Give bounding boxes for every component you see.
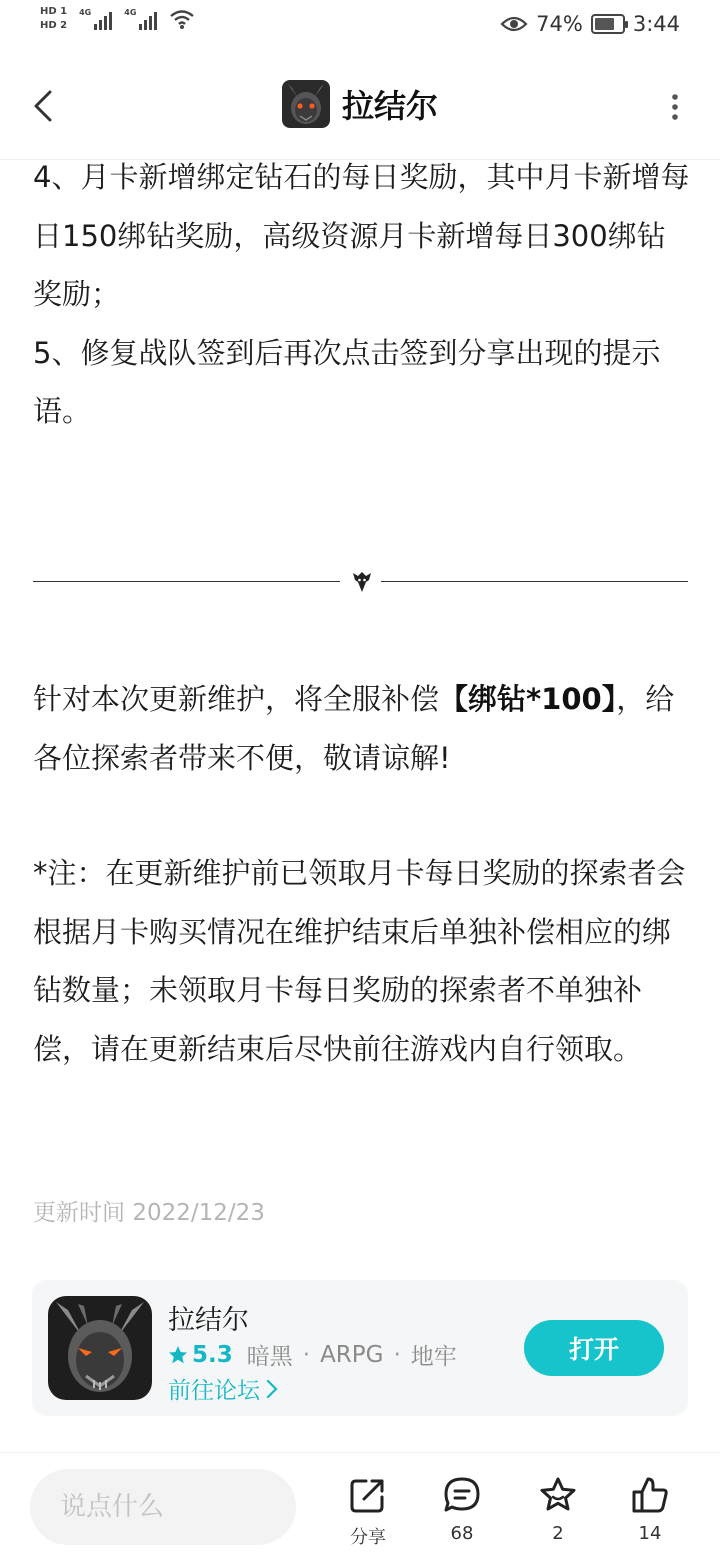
signal-1-icon: 4G	[79, 8, 112, 30]
clock: 3:44	[632, 12, 680, 36]
game-tag: 地牢	[410, 1344, 457, 1370]
game-tag: ARPG	[320, 1341, 384, 1368]
more-options-icon[interactable]	[670, 92, 680, 122]
changelog-item-5: 5、修复战队签到后再次点击签到分享出现的提示语。	[33, 335, 661, 428]
comment-count: 68	[450, 1523, 474, 1544]
game-card-title: 拉结尔	[168, 1305, 249, 1336]
page-title: 拉结尔	[341, 87, 438, 125]
battery-icon	[591, 14, 625, 34]
emblem-icon	[351, 570, 373, 594]
game-card[interactable]	[32, 1280, 688, 1416]
game-card-meta: 5.3 暗黑 · ARPG · 地牢	[168, 1338, 457, 1371]
section-divider	[33, 568, 688, 596]
favorite-count: 2	[552, 1523, 564, 1544]
like-button[interactable]	[620, 1475, 680, 1544]
comments-button[interactable]	[432, 1475, 492, 1544]
star-outline-icon	[538, 1475, 578, 1515]
header-title-group	[0, 80, 720, 128]
wifi-icon	[169, 8, 195, 30]
like-count: 14	[638, 1523, 662, 1544]
changelog-item-4: 4、月卡新增绑定钻石的每日奖励，其中月卡新增每日150绑钻奖励，高级资源月卡新增每日300绑钻奖励；	[33, 160, 690, 311]
share-button[interactable]	[338, 1475, 398, 1549]
game-tag: 暗黑	[246, 1344, 293, 1370]
update-time: 更新时间 2022/12/23	[33, 1200, 265, 1226]
share-icon	[348, 1475, 388, 1515]
status-right	[500, 12, 680, 36]
battery-percent: 74%	[536, 12, 583, 36]
game-logo-icon	[282, 80, 330, 128]
signal-2-icon: 4G	[124, 8, 157, 30]
status-bar	[0, 0, 720, 52]
comment-bubble-icon	[442, 1475, 482, 1515]
open-game-button[interactable]: 打开	[524, 1320, 664, 1376]
article-body	[33, 148, 693, 441]
thumbs-up-icon	[630, 1475, 670, 1515]
comment-input[interactable]	[30, 1469, 296, 1545]
game-card-icon[interactable]	[48, 1296, 152, 1400]
compensation-text: 针对本次更新维护，将全服补偿【绑钻*100】，给各位探索者带来不便，敬请谅解!	[33, 682, 675, 775]
chevron-right-icon	[266, 1379, 278, 1399]
compensation-note: *注：在更新维护前已领取月卡每日奖励的探索者会根据月卡购买情况在维护结束后单独补偿相应的绑钻数量；未领取月卡每日奖励的探索者不单独补偿，请在更新结束后尽快前往游戏内自行领取。	[33, 856, 686, 1066]
forum-link[interactable]: 前往论坛	[168, 1372, 278, 1405]
status-left	[40, 6, 195, 31]
bottom-action-bar	[0, 1452, 720, 1560]
share-label: 分享	[350, 1527, 386, 1548]
favorite-button[interactable]	[528, 1475, 588, 1544]
app-header	[0, 52, 720, 160]
eye-comfort-icon	[500, 14, 528, 34]
compensation-amount: 【绑钻*100】	[439, 682, 617, 716]
star-rating-icon	[168, 1345, 188, 1365]
sim1-indicator: HD 1	[40, 6, 68, 17]
game-rating: 5.3	[192, 1341, 233, 1368]
sim2-indicator: HD 2	[40, 20, 68, 31]
